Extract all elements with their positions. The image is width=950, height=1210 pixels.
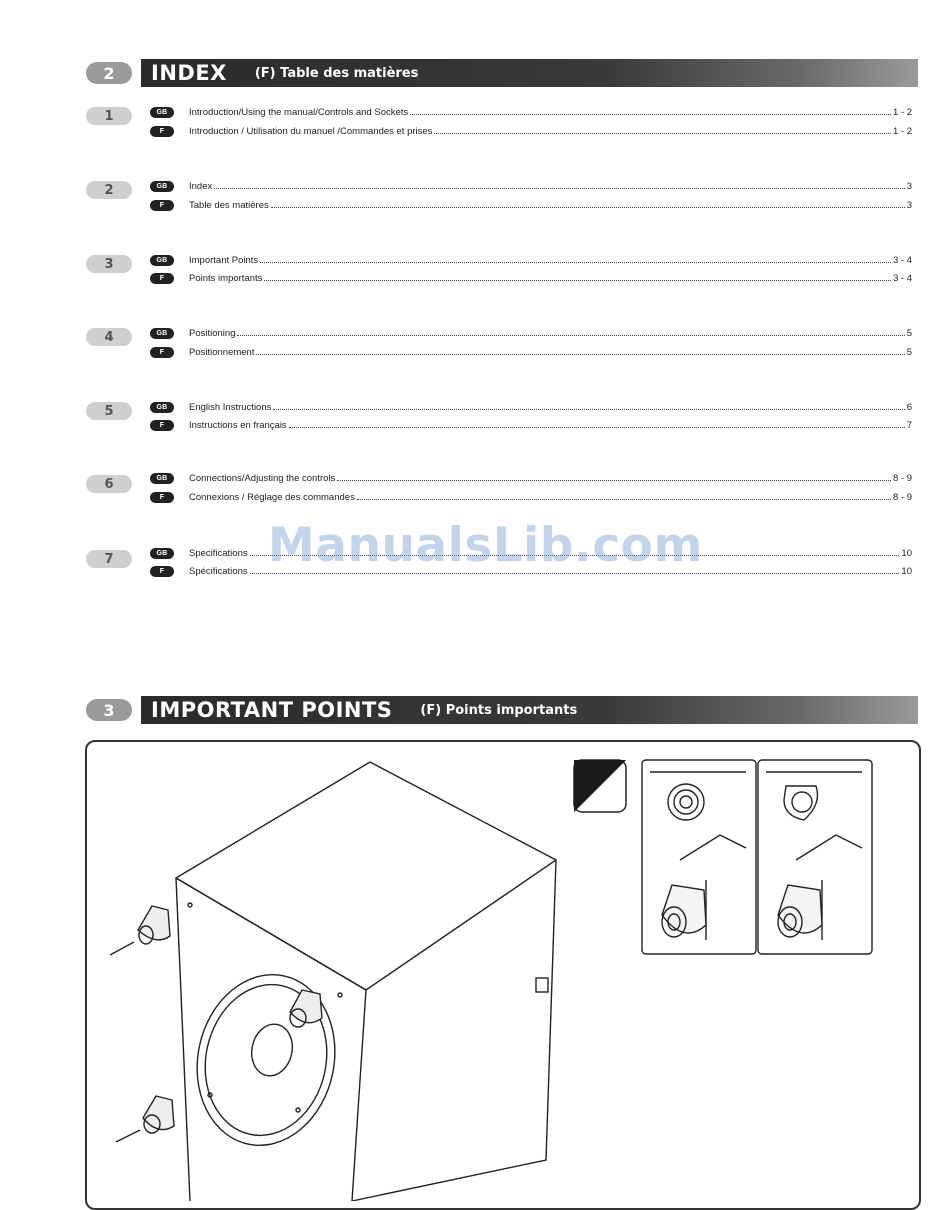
lang-badge-f: F xyxy=(150,347,174,358)
index-title: INDEX xyxy=(151,61,227,85)
dust-cap xyxy=(247,1020,297,1079)
detail-panels xyxy=(642,760,872,954)
toc-entry-text: Specifications xyxy=(189,548,248,559)
toc-entry-text: Table des matières xyxy=(189,200,269,211)
lang-badge-gb: GB xyxy=(150,402,174,413)
woofer-surround xyxy=(182,962,351,1159)
toc-entry-page: 3 xyxy=(906,181,912,192)
side-socket xyxy=(536,978,548,992)
toc-entry-text: Connections/Adjusting the controls xyxy=(189,473,336,484)
lang-badge-f: F xyxy=(150,126,174,137)
chapter-badge-7: 7 xyxy=(86,550,132,568)
toc-entry-text: Points importants xyxy=(189,273,263,284)
lang-badge-gb: GB xyxy=(150,328,174,339)
toc-entry-text: Introduction/Using the manual/Controls and Sockets xyxy=(189,107,409,118)
lang-badge-f: F xyxy=(150,566,174,577)
screw-hole xyxy=(296,1108,300,1112)
important-subtitle: (F) Points importants xyxy=(420,702,578,718)
index-subtitle: (F) Table des matières xyxy=(254,65,419,81)
toc-entry-text: Introduction / Utilisation du manuel /Commandes et prises xyxy=(189,126,433,137)
toc-entry-text: Instructions en français xyxy=(189,420,287,431)
screw xyxy=(110,942,134,955)
toc-entry-page: 3 - 4 xyxy=(892,255,912,266)
toc-entry-text: Positionnement xyxy=(189,347,255,358)
toc-entry-text: Index xyxy=(189,181,213,192)
toc-entry-text: Connexions / Réglage des commandes xyxy=(189,492,355,503)
lang-badge-gb: GB xyxy=(150,181,174,192)
lang-badge-f: F xyxy=(150,420,174,431)
toc-entry-page: 8 - 9 xyxy=(892,473,912,484)
toc-entry-text: Important Points xyxy=(189,255,259,266)
toc-entry-page: 1 - 2 xyxy=(892,107,912,118)
lang-badge-gb: GB xyxy=(150,473,174,484)
toc-entry-page: 3 xyxy=(906,200,912,211)
lang-badge-gb: GB xyxy=(150,107,174,118)
index-section-number: 2 xyxy=(86,62,132,84)
lang-badge-gb: GB xyxy=(150,548,174,559)
toc-entry-text: Positioning xyxy=(189,328,236,339)
important-section-number: 3 xyxy=(86,699,132,721)
lang-badge-f: F xyxy=(150,273,174,284)
chapter-badge-2: 2 xyxy=(86,181,132,199)
foot-spike xyxy=(143,1096,174,1130)
chapter-badge-6: 6 xyxy=(86,475,132,493)
toc-entry-page: 10 xyxy=(901,548,912,559)
chapter-badge-1: 1 xyxy=(86,107,132,125)
toc-entry-page: 8 - 9 xyxy=(892,492,912,503)
watermark: ManualsLib.com xyxy=(268,518,703,573)
screw-hole xyxy=(188,903,192,907)
cabinet-top xyxy=(176,762,556,990)
chapter-badge-4: 4 xyxy=(86,328,132,346)
toc-entry-page: 5 xyxy=(906,347,912,358)
toc-entry-page: 7 xyxy=(906,420,912,431)
warning-corner-icon xyxy=(574,760,626,812)
lang-badge-f: F xyxy=(150,200,174,211)
toc-entry-page: 5 xyxy=(906,328,912,339)
lang-badge-f: F xyxy=(150,492,174,503)
screw xyxy=(116,1130,140,1142)
toc-entry-page: 1 - 2 xyxy=(892,126,912,137)
chapter-badge-5: 5 xyxy=(86,402,132,420)
screw-hole xyxy=(338,993,342,997)
toc-entry-page: 6 xyxy=(906,402,912,413)
important-title: IMPORTANT POINTS xyxy=(151,698,393,722)
toc-entry-page: 10 xyxy=(901,566,912,577)
toc-entry-text: English Instructions xyxy=(189,402,272,413)
chapter-badge-3: 3 xyxy=(86,255,132,273)
lang-badge-gb: GB xyxy=(150,255,174,266)
cabinet-left-edge xyxy=(176,878,190,1201)
foot-spike xyxy=(138,906,170,940)
toc-entry-text: Spécifications xyxy=(189,566,248,577)
cabinet-front-edge xyxy=(352,990,366,1201)
toc-entry-page: 3 - 4 xyxy=(892,273,912,284)
